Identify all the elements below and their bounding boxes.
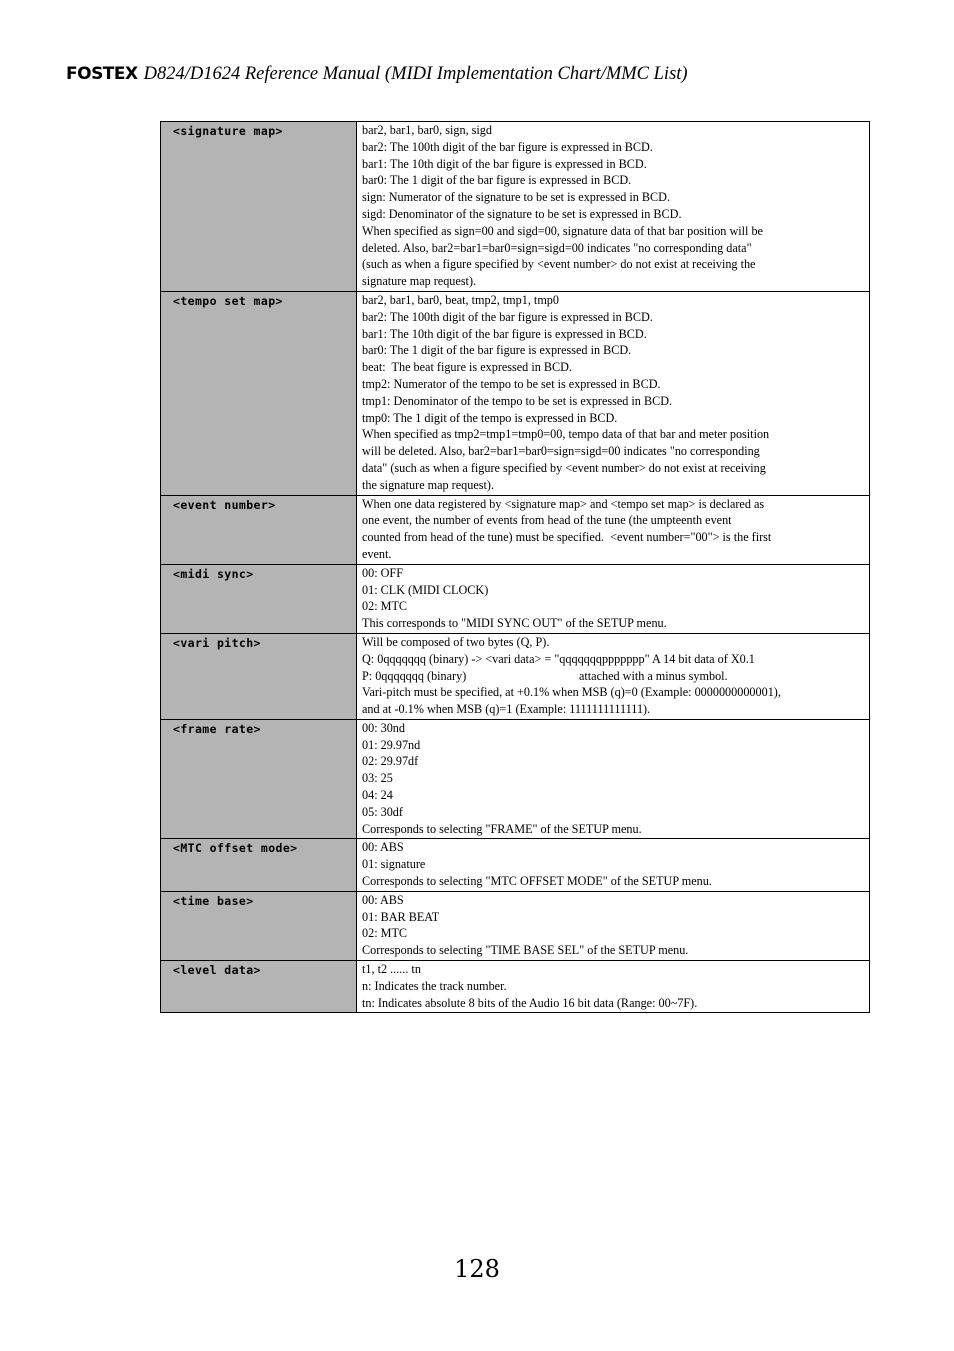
term-cell: <event number>	[161, 495, 357, 564]
description-line: tmp0: The 1 digit of the tempo is expressed in BCD.	[362, 410, 618, 425]
description-cell	[357, 564, 870, 633]
description-line: 01: 29.97nd	[362, 737, 421, 752]
description-line: and at -0.1% when MSB (q)=1 (Example: 1111111111111).	[362, 702, 651, 717]
term-cell: <midi sync>	[161, 564, 357, 633]
term-cell: <vari pitch>	[161, 633, 357, 719]
description-cell	[357, 122, 870, 292]
table-row	[161, 839, 870, 891]
description-line: bar2: The 100th digit of the bar figure is expressed in BCD.	[362, 139, 653, 154]
description-line: sign: Numerator of the signature to be set is expressed in BCD.	[362, 190, 671, 205]
term-cell: <frame rate>	[161, 719, 357, 839]
description-line: sigd: Denominator of the signature to be set is expressed in BCD.	[362, 206, 682, 221]
description-cell	[357, 891, 870, 960]
description-cell	[357, 633, 870, 719]
description-line: tmp2: Numerator of the tempo to be set is expressed in BCD.	[362, 376, 661, 391]
description-line: When specified as tmp2=tmp1=tmp0=00, tempo data of that bar and meter position	[362, 427, 770, 442]
description-line: When specified as sign=00 and sigd=00, signature data of that bar position will be	[362, 223, 763, 238]
description-line: Corresponds to selecting "MTC OFFSET MODE" of the SETUP menu.	[362, 874, 712, 889]
fostex-logo: FOSTEX	[66, 64, 138, 84]
description-line: bar0: The 1 digit of the bar figure is expressed in BCD.	[362, 173, 632, 188]
description-line: When one data registered by <signature map> and <tempo set map> is declared as	[362, 496, 765, 511]
description-line: 03: 25	[362, 771, 393, 786]
description-cell	[357, 495, 870, 564]
midi-data-table	[160, 121, 870, 1013]
table-row	[161, 564, 870, 633]
description-line: 01: CLK (MIDI CLOCK)	[362, 582, 489, 597]
table-row	[161, 495, 870, 564]
description-line: 02: MTC	[362, 926, 408, 941]
description-line: tmp1: Denominator of the tempo to be set is expressed in BCD.	[362, 393, 673, 408]
table-row	[161, 633, 870, 719]
description-cell	[357, 961, 870, 1013]
description-line: the signature map request).	[362, 477, 494, 492]
page-number: 128	[454, 1255, 500, 1283]
description-line: Q: 0qqqqqqq (binary) -> <vari data> = "qqqqqqqppppppp" A 14 bit data of X0.1	[362, 651, 755, 666]
description-cell	[357, 291, 870, 495]
description-line: bar2, bar1, bar0, sign, sigd	[362, 123, 492, 137]
description-line: t1, t2 ...... tn	[362, 962, 421, 977]
term-cell: <level data>	[161, 961, 357, 1013]
description-line: data" (such as when a figure specified by <event number> do not exist at receiving	[362, 460, 766, 475]
description-line: bar0: The 1 digit of the bar figure is expressed in BCD.	[362, 343, 632, 358]
description-line: 01: BAR BEAT	[362, 909, 440, 924]
description-line: 02: MTC	[362, 599, 408, 614]
term-cell: <tempo set map>	[161, 291, 357, 495]
description-line: event.	[362, 546, 392, 561]
description-line: Corresponds to selecting "FRAME" of the SETUP menu.	[362, 821, 642, 836]
description-line: P: 0qqqqqqq (binary) attached with a minus symbol.	[362, 668, 728, 683]
table-row	[161, 291, 870, 495]
description-line: (such as when a figure specified by <event number> do not exist at receiving the	[362, 257, 756, 272]
description-line: 05: 30df	[362, 804, 403, 819]
midi-data-table-body	[161, 122, 870, 1013]
description-cell	[357, 839, 870, 891]
table-row	[161, 719, 870, 839]
description-line: 00: ABS	[362, 840, 404, 855]
description-line: will be deleted. Also, bar2=bar1=bar0=sign=sigd=00 indicates "no corresponding	[362, 444, 760, 459]
table-row	[161, 891, 870, 960]
page-header	[66, 64, 688, 85]
description-line: signature map request).	[362, 274, 477, 289]
description-line: n: Indicates the track number.	[362, 978, 507, 993]
description-line: 00: ABS	[362, 892, 404, 907]
table-row	[161, 122, 870, 292]
description-line: bar2, bar1, bar0, beat, tmp2, tmp1, tmp0	[362, 292, 559, 307]
description-line: bar2: The 100th digit of the bar figure is expressed in BCD.	[362, 309, 653, 324]
description-line: beat: The beat figure is expressed in BCD.	[362, 360, 572, 375]
description-line: Vari-pitch must be specified, at +0.1% when MSB (q)=0 (Example: 0000000000001),	[362, 685, 781, 700]
description-line: 01: signature	[362, 857, 426, 872]
description-line: one event, the number of events from head of the tune (the umpteenth event	[362, 513, 732, 528]
description-line: tn: Indicates absolute 8 bits of the Audio 16 bit data (Range: 00~7F).	[362, 995, 698, 1010]
table-row	[161, 961, 870, 1013]
description-line: deleted. Also, bar2=bar1=bar0=sign=sigd=00 indicates "no corresponding data"	[362, 240, 752, 255]
description-line: This corresponds to "MIDI SYNC OUT" of the SETUP menu.	[362, 616, 667, 631]
description-line: 02: 29.97df	[362, 754, 419, 769]
description-line: 00: OFF	[362, 565, 403, 580]
term-cell: <signature map>	[161, 122, 357, 292]
page-title: D824/D1624 Reference Manual (MIDI Implementation Chart/MMC List)	[143, 64, 688, 84]
description-cell	[357, 719, 870, 839]
description-line: bar1: The 10th digit of the bar figure is expressed in BCD.	[362, 326, 647, 341]
description-line: counted from head of the tune) must be specified. <event number="00"> is the first	[362, 530, 772, 545]
description-line: 00: 30nd	[362, 720, 405, 735]
description-line: bar1: The 10th digit of the bar figure is expressed in BCD.	[362, 156, 647, 171]
term-cell: <time base>	[161, 891, 357, 960]
term-cell: <MTC offset mode>	[161, 839, 357, 891]
description-line: 04: 24	[362, 788, 393, 803]
description-line: Will be composed of two bytes (Q, P).	[362, 634, 550, 649]
description-line: Corresponds to selecting "TIME BASE SEL" of the SETUP menu.	[362, 943, 689, 958]
